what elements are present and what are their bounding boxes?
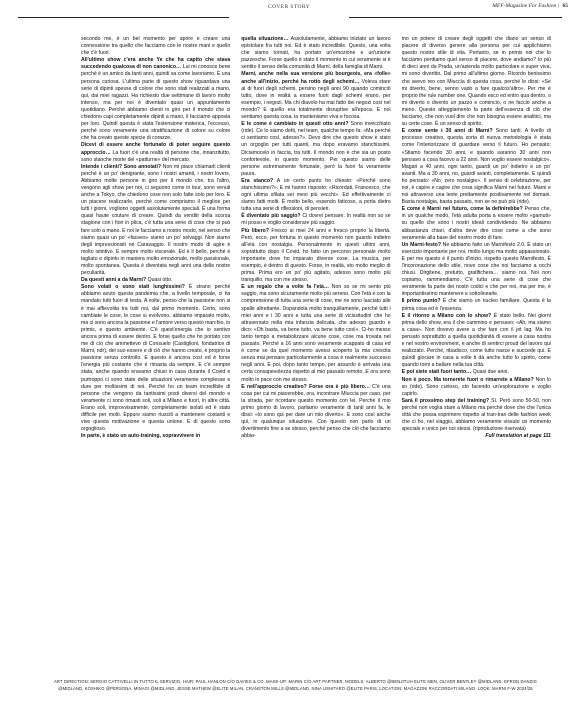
interview-exchange (241, 228, 390, 285)
interview-question: E come sente i 30 anni di Marni? (401, 128, 493, 135)
interview-exchange (241, 178, 390, 213)
page-number: 65 (562, 3, 568, 9)
interview-exchange (241, 121, 390, 178)
interview-answer: Quasi otto. (147, 277, 173, 284)
body-paragraph: secondo me, è un bel momento per aprire e creare una connessione tra quello che facciamo con le nostre mani e quello che c'è fuori. (81, 36, 231, 57)
page-header (0, 0, 580, 24)
interview-answer: Quasi due anni. (472, 369, 509, 376)
interview-answer: A un certo punto ho chiesto: «Perché sono stanchissimo?». E mi hanno risposto: «Ricordati, Francesco, che ogni ultima sfilata sei mesi più vecchi». Ed effettivamente ci siamo fatti molti. È molto bello, essendo faticoso, a porta dietro tutta una serie di riflessioni, di pensieri. (241, 177, 391, 213)
interview-exchange (81, 142, 230, 163)
interview-answer: È che siamo un nucleo familiare. Questa è la prima cosa ed è l'essenza. (401, 298, 551, 312)
interview-question: Il primo punto? (401, 298, 441, 305)
interview-answer: Non so se mi sento più saggio, ma sono sicuramente molto più sereno. Con l'età e con la comprensione di tutta una serie di cose, me ne sono lasciato alle spalle altrettante. Dopandola molto tranquillamente, perché tutti i miei anni e i 30 anni e tutta una serie di vicissitudini che ho attraversato nella mia infanzia delicata, che adesso guardo e dico: «Oh basta, va bene tutto, va bene tutto così». Ci-ho messo tanto tempo a metabolizzare alcune cose, cose ma trovata nel passato. Perché a 16 anni sono veramente scappato di casa ed è come se da quel momento avessi scoperto la mia crescita senza mai pensare particolarmente a cosa è realmente successo negli anni. E poi, dopo tanto tempo, per assurdo è arrivata una certa consapevolezza rispetto al mio passato remoto. E ora sono molto in pace con me stesso. (241, 284, 391, 383)
interview-answer: Lui mi conosce bene perché è un amico da tanti anni, quindi sa come lavoriamo. È una persona curiosa. L'ultima parte di questo show riguardava una serie di dipinti spesse di colore che sono stati realizzati a mano, qui, dai miei ragazzi. Ha richiesto due settimane di lavoro molto intenso, ma per noi è diventato quasi un appuntamento quotidiano. Perché abbiamo clienti in giro per il mondo che ci chiedono capi completamente dipinti a mano, il facciamo apposta per loro. Quindi questa è stata l'estensione materica, l'eccesso, perché sono veramente una stratificazione di colore su colore che ha creato queste specie di corazze. (81, 64, 231, 142)
interview-question: Più libero? (241, 227, 269, 234)
interview-answer: C'è una cosa per cui mi piacerebbe, ora, incontrare Miuccia per caso, per la strada, per ricordare questo momento con lei. Perché il mio primo giorno di lavoro, parliamo veramente di tanti anni fa, le dissi: «lo sono qui per dare un mio diverto». E sono così anche qui, in qualunque situazione. Con questo non parlo di un divertimento fine a se stesso, perché penso che ciò che facciamo abbia- (241, 383, 391, 440)
interview-answer: Non mi piace chiamarli clienti perché è un po' denigrante, sono i nostri amanti, i nostri lovers. Abbiamo molte persone in giro per il mondo che, tra l'altro, vengono agli show per noi, ci seguono come in tour, sono venuti anche a Tokyo, che chiedono cose non solo fatte solo per loro. E un piacere realizzarle, perché come compriamo il meglioe per tutti i giorni, vogliono oggetti assolutamente speciali. È una forma quasi haute couture di creare. Quindi da venditi della scorsa stagione con i fiori in plica, c'è tutta una serie di cose che si può fare solo a mano. E noi le facciamo a nostro modo, nel senso che siamo quasi un po' «fauves» siamo un po' selvaggi. Non siamo degli impressionisti né Caravaggio. Il nostro modo di agire è molto istintivo. E sempre molto viscerale. Ed è il bello, perché è tagliato e dipinto in maniera molto emozionale, molto passionale, molto spontanea. Questa è diventata negli anni una delle nostre peculiarità. (81, 163, 231, 277)
interview-exchange (81, 284, 230, 433)
interview-answer: Sono tanti. A livello di processo creativo, questa sorta di nuova metodologia è stata come l'interiorizzare di guardare verso il futuro. Ho pensato: «Stiamo facendo 30 anni, e quando saranno 30 anni non pensavo a cosa facevo a 22 anni. Non voglio essere nostalgico». Magari a 40 anni, ogni tanto, guardi un po' indietro e un po' avanti. Ma a 30 anni, no, guardi avanti, completamente. E quindi ho pensato: «No, zero nostalgie». Il senso di celebrazione, per noi, è capire e capire che cosa significa Marni nel futuro. Marni e noi attraverso una lente prettamente positivamente nel domani. Basta nostalgia, basta passato, non se ne può più (ride). (401, 128, 551, 206)
text-column (402, 36, 551, 678)
interview-exchange (402, 128, 551, 206)
interview-question: E il ritorno a Milano con lo show? (401, 312, 492, 319)
header-rule-left (18, 17, 229, 18)
magazine-name: MFF-Magazine For Fashion (492, 3, 557, 9)
interview-exchange (81, 433, 230, 440)
running-head: MFF-Magazine For Fashion | 65 (492, 3, 568, 9)
interview-answer: È strano perché abbiamo avuto questa pandemia che, a livello temporale, ci ha mandato tutti fuori di testa. A volte, penso che la passione non si è mai affievolita tra tutti noi, dal primo momento. Certo, sono cambiate le cose, le cose si evolvono, abbiamo imparato molto, ma ci sono ancora la passione e l'amore verso questo marchio, in primis, e questo ambiente. C'è quest'energia che io sentivo ancora prima di essere dentro. E forse quello che ho portato con me di cio che ammettevo di Consuelo (Castiglioni, fondatrice di Marni, ndr), del suo essere e di ciò che hanno creato, è proprio la passione senza controllo. E questo è ancora così ed è forse l'energia più costante che è rimasta da sempre. E c'è sempre stata, anche quando eravamo chiusi in casa durante il Covid e purtroppo ci sono state delle situazioni veramente complesse e dure per moltissimi di noi. Perché ho un team incredibile di persone che vengono da tantissimi posti diversi del mondo e veramente ci sono rimasti soli, soli a Milano e fuori, in altre città. Erano soli, improvvisamente, completamente isolati ed è stato difficile per molti. Eppure siamo riusciti a mantenere costanti e vive questa motivazione e questa unione. E di questo sono orgoglioso. (81, 284, 231, 433)
interview-answer: Assolutamente, abbiamo iniziato un lavoro epistolare fra tutti noi. Ed è stato incredibile. Questo, una volta che siamo tornati, ha portato un'emozione e un'unione pazzesche. Forse quello è stato il momento in cui veramente si è sentito il senso della comunità di Marni, della famiglia di Marni. (241, 36, 391, 71)
interview-answer: Sì. Però sono 50-50, non perché non voglia stare a Milano ma perché dove che che l'unica città che possa esprimere rispetto al tran-tran delle fashion week che ci ho, nel viaggio, abbiamo veramente vissuto un momento speciale e unico per noi stessi. (riproduzione riservata) (401, 397, 551, 433)
interview-question: Sarà il prossimo step del training? (401, 397, 490, 404)
interview-question: E poi siete stati fuori tanto… (401, 369, 472, 376)
interview-question: Intende i clienti? Sono annoiati? (81, 163, 162, 170)
interview-exchange (402, 206, 551, 241)
interview-question: Non è poco. Ma tornerete fuori o rimarrete a Milano? (401, 376, 534, 383)
interview-question: È diventato più saggio? (241, 213, 301, 220)
interview-answer: Non lo so (ride). Sono curioso, sto facendo un'esplorazione e voglio capirlo. (401, 376, 551, 397)
interview-exchange (241, 213, 390, 227)
interview-exchange (81, 164, 230, 278)
text-column (241, 36, 390, 678)
article-body (81, 36, 551, 678)
text-column (81, 36, 230, 678)
interview-answer: Penso che, in un qualche modo, l'età adulta porta a essere molto «gamuti» su quello che sono i nostri ideali condividendo. Ne abbiamo abbastanza chiari, d'altra deve dire cose come a che sono veramente alla base del nostro modo di fare. (401, 206, 551, 241)
interview-exchange (241, 384, 390, 441)
continuation-note: Full translation at page 111 (485, 433, 551, 440)
interview-question: Dicevi di essere anche fortunato di poter seguire questo approccio… (81, 142, 231, 156)
interview-question: E come è Marni nel futuro, come la definirebbe? (401, 206, 523, 213)
interview-answer: Fresco ai miei 24 anni e fresco proprio la libertà. Però, ecco, per fortuna in questo momento non guardo indietro all'età con nostalgia. Personalmente in questi ultimi anni, soprattutto dopo il Covid, ho fatto un percorso personale molto importante dove ho imparato diverse cose. La musica, per esempio, è dentro di questo. Forse, in realtà, sto molto meglio di prima. Prima ero un po' più agitato, adesso sono molto più tranquillo, ma con me stesso. (241, 227, 391, 284)
interview-exchange (241, 71, 390, 121)
interview-question: All'ultimo show c'era anche Ye che ha capito che stava succedendo qualcosa di non canonico… (81, 57, 231, 71)
interview-exchange (402, 377, 551, 398)
photo-credits: ART DIRECTION: SERGIO CATTIVELLI IN TUTTO IL SERVIZIO, HAIR: PAUL HANLON C/O DAVIES & CO. MAKE-UP: MARIN C/O ART PARTNER. MODELS: ALBERTO @BENJITUH ELITE MEN, OLIVER BENTLEY @MIDLAND, EFRON DANZIG @MIDLAND, KOSHIKO @PERSONA, MINAGI @MIDLAND, JESSE MATHEW @ELITE MILAN, CRANSTON MILLS @MIDLAND, NINA USHITARO @ELITE PARIS, LOCATION: MAGAZZINI RACCORDATI MILANO. LOOK: MARNI F-W 2024/25 (54, 679, 537, 691)
interview-exchange (402, 313, 551, 370)
interview-exchange (241, 36, 390, 71)
interview-exchange (241, 284, 390, 383)
section-label: COVER STORY (267, 4, 311, 10)
interview-question: Marni, anche nella sua versione più bourgeois, era «folle» anche all'inizio, perché ha rotto degli schemi… (241, 71, 391, 85)
header-rule-right (349, 17, 562, 18)
interview-question: Un Marni-festo? (401, 241, 441, 248)
interview-answer: Voleva stare al di fuori degli schemi, persino negli anni 90 quando cominciò tutto, dove in realtà a essere fuori dagli schemi erano, per esempio, i negozi. Ma chi diavolo ha mai fatto dei negozi così nel mondo? E quello era totalmente disruptive all'epoca. E noi sentiamo questa cosa, la manteniamo viva e focosa. (241, 78, 391, 121)
interview-question: E le come è cambiato in questi otto anni? (241, 121, 349, 128)
interview-exchange (402, 242, 551, 299)
interview-question: Era stanco? (241, 177, 274, 184)
interview-exchange (402, 298, 551, 312)
interview-exchange (402, 369, 551, 376)
interview-exchange (402, 398, 551, 433)
body-paragraph: mo un potere di creare degli oggetti che diano un senso di piacere di diverso genere alla persona per cui applichiamo questo nostro stile di vita. Pertanto, se in primis noi che lo facciamo perdiamo quel senso di piacere, dove andiamo? Io più di dieci anni da Prada, un'azienda molto particolare e super viva, mi sono divertito. Dal primo all'ultimo giorno. Ricordo benissimo che avevo reo con Miuccia di questa cosa, perché le dissi: «Se mi diverto, bene, senno vado a fare qualcos'altro». Per me è proprio the rule number one. Quando esco ed entro qua dentro, o mi diverto o divento un pazzo e comincio, o ne faccio anche a meno. Questo atteggiamento fa parte dell'essenza di ciò che facciamo, che non vuol dire che non bisogna essere analitici, ma su certe cose. È un senso di spirito. (401, 36, 551, 128)
interview-answer: Ne abbiamo fatto un Marnifesto 2.0. È stato un esercizio importante per noi, molto lungo ma molto appassionato. E per me questo è il punto d'inizio, rispetto questo Marnifesto. È l'incoronazione dello stile, nove cose che noi facciamo a occhi chiusi. Dirgitene, pretutto, gratifichera… siamo noi. Noi non copiamo, rammendiamo. C'è tutta una serie di cose che veramente fa parte dei nostri codici e che per noi, ma per me, è importantissimo mantenere e sottolinearle. (401, 241, 551, 298)
interview-answer: Ci dovrei pensare. In realtà non so se mi posso e voglio considerare più saggio. (241, 213, 391, 227)
interview-question: In parte, è stato un auto-training, sopravvivere in (81, 433, 201, 440)
interview-question: E nell'approccio creativo? Forse ora è più libero… (241, 383, 370, 390)
interview-answer: La fuori c'è una realtà di persone che, innanzitutto, sono stanche morte del «patturne» del mercato. (81, 149, 231, 163)
interview-question: Da questi anni a da Marni? (81, 277, 147, 284)
interview-answer: Sono invecchiato (ride). Ce lo siamo detti, nel team, qualche tempo fa: «Ma perché ci sentiamo così, adesso?». Devo dire che questo show è stato un orgoglio per tutti quanti, ma dopo eravamo stanchissimi. Diciamocelo in faccia, tra tutti. Il mondo non è che sia un posto confortevole, in questo momento. Per questo siamo delle persone estremamente fortunate, però la fuori fa veramente paura. (241, 121, 391, 177)
interview-question: quella situazione… (241, 36, 289, 42)
interview-answer: È stato bello. Nei giorni prima dello show, era il che cammino e pensavo: «Ah, ma siamo a casa». Non dovevo avere a che fare con il jet lag. Ma ho pensato soprattutto a quella quotidianità di essere a casa nostra e nel nostro environment, e anche di sentirci proud del lavoro qui realizzato. Perché, ribadisco, come tutto nasce e succede qui. E quindi giocare in casa a volte ti dà anche tutto lo spirito, come quando torni a ballare nella tua città. (401, 312, 551, 369)
interview-question: E un regalo che a volte fa l'età… (241, 284, 330, 291)
interview-exchange (81, 57, 230, 142)
interview-question: Sono volati o sono stati lunghissimi? (81, 284, 185, 291)
